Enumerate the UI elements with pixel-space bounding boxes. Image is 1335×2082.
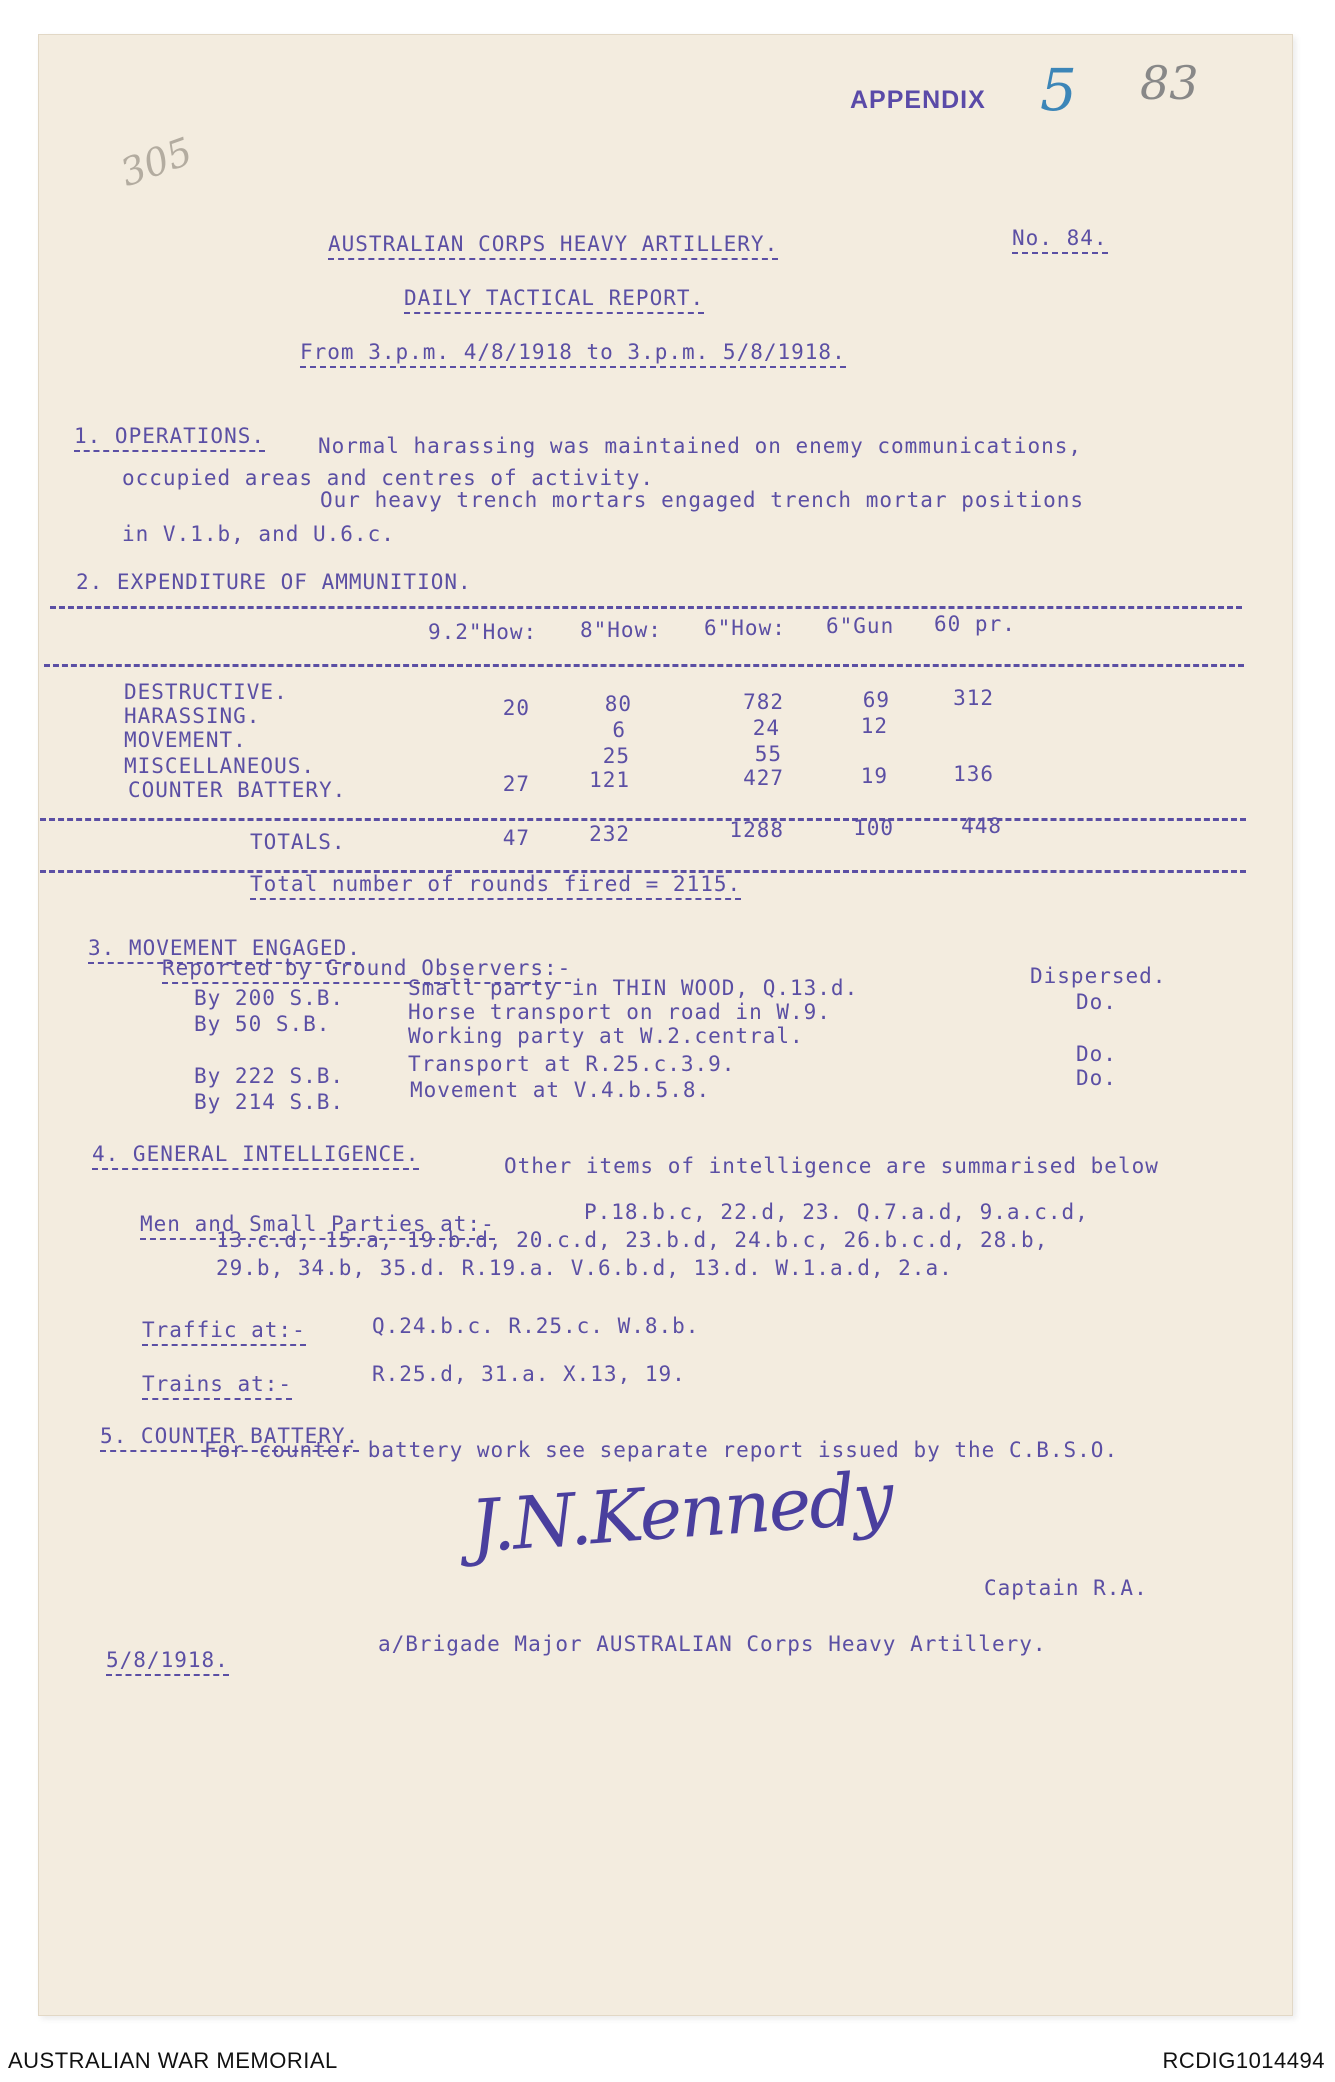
cell-destructive-6how: 782 [743, 690, 784, 714]
operations-line-3: Our heavy trench mortars engaged trench mortar positions [320, 488, 1085, 512]
row-label-harassing: HARASSING. [124, 704, 261, 728]
intelligence-heading [92, 1142, 419, 1166]
table-rule-header [44, 664, 1244, 667]
trains-label: Trains at:- [142, 1372, 292, 1400]
column-header-6-how: 6"How: [704, 616, 786, 640]
movement-desc-5: Movement at V.4.b.5.8. [410, 1078, 711, 1102]
counter-battery-text: For counter battery work see separate report issued by the C.B.S.O. [204, 1438, 1119, 1462]
row-label-destructive: DESTRUCTIVE. [124, 680, 288, 704]
cell-counter-60: 136 [953, 762, 994, 786]
column-header-6-gun: 6"Gun [826, 614, 895, 638]
report-period: From 3.p.m. 4/8/1918 to 3.p.m. 5/8/1918. [300, 340, 846, 368]
report-subtitle: DAILY TACTICAL REPORT. [404, 286, 704, 314]
report-title: AUSTRALIAN CORPS HEAVY ARTILLERY. [328, 232, 778, 260]
page-number: 83 [1140, 56, 1199, 110]
intelligence-intro: Other items of intelligence are summarised below [504, 1154, 1159, 1178]
row-label-movement: MOVEMENT. [124, 728, 247, 752]
cell-counter-6how: 427 [743, 766, 784, 790]
column-header-60-pr: 60 pr. [934, 612, 1016, 636]
total-8: 232 [589, 822, 630, 846]
total-92: 47 [502, 826, 530, 850]
cell-destructive-60: 312 [953, 686, 994, 710]
men-parties-label: Men and Small Parties at:- [140, 1212, 495, 1240]
movement-desc-2: Horse transport on road in W.9. [408, 1000, 831, 1024]
counter-battery-heading-text: 5. COUNTER BATTERY. [100, 1424, 359, 1452]
operations-heading [74, 424, 265, 448]
movement-result-5: Do. [1076, 1066, 1117, 1090]
operations-heading-text: 1. OPERATIONS. [74, 424, 265, 452]
intelligence-heading-text: 4. GENERAL INTELLIGENCE. [92, 1142, 419, 1170]
report-number: No. 84. [1012, 226, 1108, 254]
totals-label: TOTALS. [250, 830, 346, 854]
cell-movement-6how: 55 [754, 742, 782, 766]
movement-by-5: By 214 S.B. [194, 1090, 345, 1114]
cell-harassing-6gun: 12 [860, 714, 888, 738]
cell-destructive-6gun: 69 [862, 688, 890, 712]
traffic-label: Traffic at:- [142, 1318, 306, 1346]
cell-harassing-8: 6 [612, 718, 626, 742]
movement-result-2: Do. [1076, 990, 1117, 1014]
table-rule-top [50, 606, 1242, 609]
trains-value: R.25.d, 31.a. X.13, 19. [372, 1362, 686, 1386]
cell-harassing-6how: 24 [752, 716, 780, 740]
cell-destructive-92: 20 [502, 696, 530, 720]
traffic-value: Q.24.b.c. R.25.c. W.8.b. [372, 1314, 700, 1338]
table-rule-totals [40, 818, 1246, 821]
report-date: 5/8/1918. [106, 1648, 229, 1676]
movement-by-4: By 222 S.B. [194, 1064, 345, 1088]
footer-left: AUSTRALIAN WAR MEMORIAL [8, 2048, 338, 2073]
cell-movement-8: 25 [602, 744, 630, 768]
operations-line-2: occupied areas and centres of activity. [122, 466, 655, 490]
movement-heading-text: 3. MOVEMENT ENGAGED. [88, 936, 361, 964]
pencil-mark: 305 [114, 128, 198, 196]
total-60: 448 [961, 814, 1002, 838]
cell-counter-6gun: 19 [860, 764, 888, 788]
signature: J.N.Kennedy [467, 1455, 895, 1569]
cell-counter-92: 27 [502, 772, 530, 796]
column-header-92-how: 9.2"How: [428, 620, 538, 644]
movement-result-4: Do. [1076, 1042, 1117, 1066]
row-label-miscellaneous: MISCELLANEOUS. [124, 754, 316, 778]
operations-line-4: in V.1.b, and U.6.c. [122, 522, 395, 546]
movement-subheading: Reported by Ground Observers:- [162, 956, 571, 984]
operations-line-1: Normal harassing was maintained on enemy communications, [318, 434, 1083, 458]
men-parties-line-1: P.18.b.c, 22.d, 23. Q.7.a.d, 9.a.c.d, [584, 1200, 1089, 1224]
signer-rank: Captain R.A. [984, 1576, 1148, 1600]
appendix-stamp: APPENDIX [850, 86, 986, 114]
men-parties-line-2: 13.c.d, 15.a, 19.b.d, 20.c.d, 23.b.d, 24.b.c, 26.b.c.d, 28.b, [216, 1228, 1049, 1252]
movement-by-1: By 200 S.B. [194, 986, 345, 1010]
footer-right: RCDIG1014494 [1162, 2048, 1325, 2073]
total-6gun: 100 [853, 816, 894, 840]
signer-position: a/Brigade Major AUSTRALIAN Corps Heavy Artillery. [378, 1632, 1047, 1656]
men-parties-line-3: 29.b, 34.b, 35.d. R.19.a. V.6.b.d, 13.d. W.1.a.d, 2.a. [216, 1256, 953, 1280]
total-6how: 1288 [729, 818, 784, 842]
column-header-8-how: 8"How: [580, 618, 662, 642]
ammunition-heading: 2. EXPENDITURE OF AMMUNITION. [76, 570, 472, 594]
movement-desc-3: Working party at W.2.central. [408, 1024, 804, 1048]
movement-desc-1: Small party in THIN WOOD, Q.13.d. [408, 976, 859, 1000]
row-label-counter-battery: COUNTER BATTERY. [128, 778, 347, 802]
movement-by-2: By 50 S.B. [194, 1012, 331, 1036]
total-rounds: Total number of rounds fired = 2115. [250, 872, 741, 900]
cell-destructive-8: 80 [604, 692, 632, 716]
cell-counter-8: 121 [589, 768, 630, 792]
movement-result-1: Dispersed. [1030, 964, 1167, 988]
movement-desc-4: Transport at R.25.c.3.9. [408, 1052, 736, 1076]
appendix-number: 5 [1040, 56, 1077, 124]
